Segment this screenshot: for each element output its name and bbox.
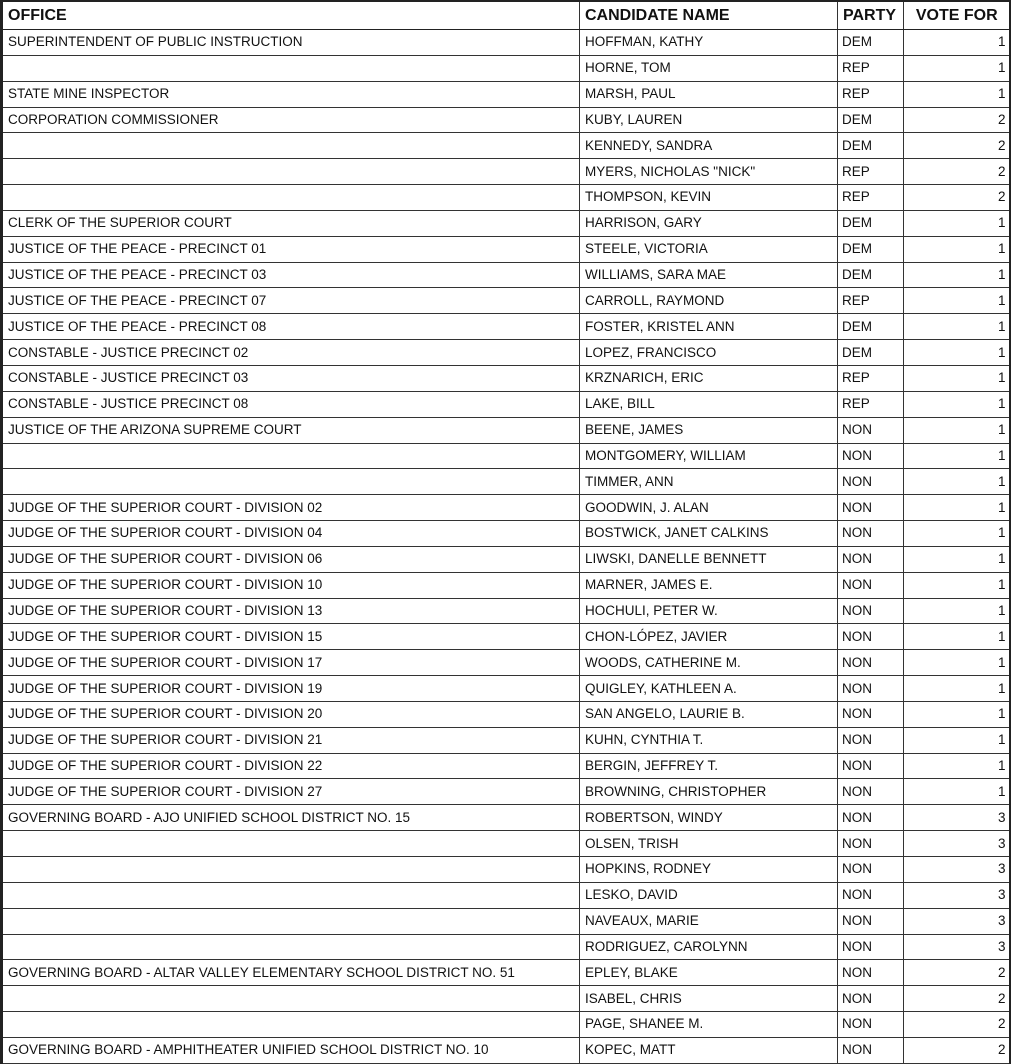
table-row xyxy=(2,391,1010,417)
candidate-name-cell: THOMPSON, KEVIN xyxy=(580,185,838,211)
vote-for-cell: 2 xyxy=(904,960,1010,986)
office-cell: JUSTICE OF THE ARIZONA SUPREME COURT xyxy=(2,417,580,443)
office-cell xyxy=(2,831,580,857)
party-cell: REP xyxy=(838,365,904,391)
table-row xyxy=(2,210,1010,236)
office-cell: CONSTABLE - JUSTICE PRECINCT 02 xyxy=(2,340,580,366)
party-cell: NON xyxy=(838,624,904,650)
office-cell: JUDGE OF THE SUPERIOR COURT - DIVISION 27 xyxy=(2,779,580,805)
candidate-name-cell: NAVEAUX, MARIE xyxy=(580,908,838,934)
candidate-name-cell: HOPKINS, RODNEY xyxy=(580,857,838,883)
office-cell: CONSTABLE - JUSTICE PRECINCT 08 xyxy=(2,391,580,417)
header-office: OFFICE xyxy=(2,1,580,30)
candidate-name-cell: GOODWIN, J. ALAN xyxy=(580,495,838,521)
party-cell: REP xyxy=(838,391,904,417)
vote-for-cell: 1 xyxy=(904,288,1010,314)
vote-for-cell: 1 xyxy=(904,598,1010,624)
vote-for-cell: 2 xyxy=(904,1037,1010,1063)
party-cell: NON xyxy=(838,908,904,934)
table-row xyxy=(2,262,1010,288)
table-row xyxy=(2,1037,1010,1063)
party-cell: NON xyxy=(838,960,904,986)
office-cell xyxy=(2,882,580,908)
candidate-name-cell: MONTGOMERY, WILLIAM xyxy=(580,443,838,469)
vote-for-cell: 3 xyxy=(904,857,1010,883)
office-cell: JUSTICE OF THE PEACE - PRECINCT 08 xyxy=(2,314,580,340)
office-cell xyxy=(2,159,580,185)
office-cell: GOVERNING BOARD - AMPHITHEATER UNIFIED SCHOOL DISTRICT NO. 10 xyxy=(2,1037,580,1063)
table-row xyxy=(2,443,1010,469)
candidate-name-cell: KOPEC, MATT xyxy=(580,1037,838,1063)
vote-for-cell: 2 xyxy=(904,159,1010,185)
office-cell: JUSTICE OF THE PEACE - PRECINCT 07 xyxy=(2,288,580,314)
office-cell: JUDGE OF THE SUPERIOR COURT - DIVISION 19 xyxy=(2,676,580,702)
table-row xyxy=(2,417,1010,443)
party-cell: NON xyxy=(838,521,904,547)
office-cell xyxy=(2,908,580,934)
vote-for-cell: 2 xyxy=(904,185,1010,211)
party-cell: NON xyxy=(838,469,904,495)
party-cell: NON xyxy=(838,882,904,908)
candidate-name-cell: RODRIGUEZ, CAROLYNN xyxy=(580,934,838,960)
table-row xyxy=(2,624,1010,650)
vote-for-cell: 1 xyxy=(904,236,1010,262)
office-cell: STATE MINE INSPECTOR xyxy=(2,81,580,107)
party-cell: NON xyxy=(838,727,904,753)
office-cell: CLERK OF THE SUPERIOR COURT xyxy=(2,210,580,236)
table-row xyxy=(2,986,1010,1012)
office-cell: JUDGE OF THE SUPERIOR COURT - DIVISION 22 xyxy=(2,753,580,779)
table-header xyxy=(2,1,1010,30)
party-cell: NON xyxy=(838,701,904,727)
vote-for-cell: 3 xyxy=(904,831,1010,857)
header-party: PARTY xyxy=(838,1,904,30)
table-row xyxy=(2,960,1010,986)
party-cell: NON xyxy=(838,986,904,1012)
candidate-name-cell: HARRISON, GARY xyxy=(580,210,838,236)
vote-for-cell: 3 xyxy=(904,882,1010,908)
party-cell: NON xyxy=(838,443,904,469)
table-row xyxy=(2,521,1010,547)
candidate-name-cell: KRZNARICH, ERIC xyxy=(580,365,838,391)
party-cell: DEM xyxy=(838,262,904,288)
vote-for-cell: 1 xyxy=(904,650,1010,676)
vote-for-cell: 1 xyxy=(904,469,1010,495)
table-row xyxy=(2,469,1010,495)
candidate-name-cell: MARSH, PAUL xyxy=(580,81,838,107)
party-cell: NON xyxy=(838,676,904,702)
vote-for-cell: 1 xyxy=(904,30,1010,56)
office-cell xyxy=(2,934,580,960)
party-cell: NON xyxy=(838,753,904,779)
table-row xyxy=(2,314,1010,340)
office-cell: JUDGE OF THE SUPERIOR COURT - DIVISION 15 xyxy=(2,624,580,650)
vote-for-cell: 1 xyxy=(904,753,1010,779)
candidate-name-cell: MYERS, NICHOLAS "NICK" xyxy=(580,159,838,185)
party-cell: NON xyxy=(838,598,904,624)
party-cell: NON xyxy=(838,831,904,857)
office-cell: JUDGE OF THE SUPERIOR COURT - DIVISION 21 xyxy=(2,727,580,753)
vote-for-cell: 3 xyxy=(904,805,1010,831)
office-cell xyxy=(2,443,580,469)
candidate-name-cell: FOSTER, KRISTEL ANN xyxy=(580,314,838,340)
candidate-name-cell: HORNE, TOM xyxy=(580,55,838,81)
office-cell: JUDGE OF THE SUPERIOR COURT - DIVISION 10 xyxy=(2,572,580,598)
office-cell xyxy=(2,986,580,1012)
party-cell: REP xyxy=(838,55,904,81)
vote-for-cell: 2 xyxy=(904,986,1010,1012)
table-body xyxy=(2,30,1010,1064)
candidate-name-cell: MARNER, JAMES E. xyxy=(580,572,838,598)
office-cell: JUSTICE OF THE PEACE - PRECINCT 03 xyxy=(2,262,580,288)
office-cell: JUDGE OF THE SUPERIOR COURT - DIVISION 13 xyxy=(2,598,580,624)
table-row xyxy=(2,288,1010,314)
party-cell: NON xyxy=(838,650,904,676)
candidate-name-cell: BEENE, JAMES xyxy=(580,417,838,443)
party-cell: DEM xyxy=(838,236,904,262)
party-cell: NON xyxy=(838,1037,904,1063)
vote-for-cell: 1 xyxy=(904,340,1010,366)
vote-for-cell: 1 xyxy=(904,701,1010,727)
office-cell: JUDGE OF THE SUPERIOR COURT - DIVISION 17 xyxy=(2,650,580,676)
table-row xyxy=(2,701,1010,727)
party-cell: NON xyxy=(838,572,904,598)
table-row xyxy=(2,340,1010,366)
vote-for-cell: 1 xyxy=(904,55,1010,81)
vote-for-cell: 1 xyxy=(904,572,1010,598)
vote-for-cell: 2 xyxy=(904,107,1010,133)
vote-for-cell: 1 xyxy=(904,521,1010,547)
table-row xyxy=(2,495,1010,521)
vote-for-cell: 3 xyxy=(904,908,1010,934)
vote-for-cell: 1 xyxy=(904,443,1010,469)
party-cell: DEM xyxy=(838,210,904,236)
table-row xyxy=(2,81,1010,107)
table-row xyxy=(2,55,1010,81)
candidate-name-cell: CHON-LÓPEZ, JAVIER xyxy=(580,624,838,650)
candidate-name-cell: PAGE, SHANEE M. xyxy=(580,1012,838,1038)
vote-for-cell: 2 xyxy=(904,1012,1010,1038)
vote-for-cell: 1 xyxy=(904,727,1010,753)
candidate-name-cell: LIWSKI, DANELLE BENNETT xyxy=(580,546,838,572)
party-cell: NON xyxy=(838,1012,904,1038)
candidate-name-cell: LOPEZ, FRANCISCO xyxy=(580,340,838,366)
vote-for-cell: 1 xyxy=(904,417,1010,443)
header-vote-for: VOTE FOR xyxy=(904,1,1010,30)
candidate-name-cell: EPLEY, BLAKE xyxy=(580,960,838,986)
party-cell: REP xyxy=(838,185,904,211)
vote-for-cell: 1 xyxy=(904,391,1010,417)
table-row xyxy=(2,857,1010,883)
vote-for-cell: 1 xyxy=(904,365,1010,391)
office-cell: JUDGE OF THE SUPERIOR COURT - DIVISION 04 xyxy=(2,521,580,547)
table-row xyxy=(2,572,1010,598)
candidate-name-cell: LAKE, BILL xyxy=(580,391,838,417)
candidate-name-cell: KUHN, CYNTHIA T. xyxy=(580,727,838,753)
party-cell: NON xyxy=(838,857,904,883)
table-row xyxy=(2,598,1010,624)
party-cell: REP xyxy=(838,81,904,107)
table-row xyxy=(2,805,1010,831)
table-row xyxy=(2,727,1010,753)
candidate-name-cell: SAN ANGELO, LAURIE B. xyxy=(580,701,838,727)
vote-for-cell: 1 xyxy=(904,210,1010,236)
table-row xyxy=(2,1012,1010,1038)
table-row xyxy=(2,650,1010,676)
table-row xyxy=(2,908,1010,934)
candidate-name-cell: OLSEN, TRISH xyxy=(580,831,838,857)
table-row xyxy=(2,882,1010,908)
office-cell: CONSTABLE - JUSTICE PRECINCT 03 xyxy=(2,365,580,391)
office-cell: JUDGE OF THE SUPERIOR COURT - DIVISION 02 xyxy=(2,495,580,521)
table-row xyxy=(2,934,1010,960)
candidate-name-cell: ROBERTSON, WINDY xyxy=(580,805,838,831)
table-row xyxy=(2,159,1010,185)
vote-for-cell: 1 xyxy=(904,495,1010,521)
office-cell xyxy=(2,55,580,81)
office-cell: JUSTICE OF THE PEACE - PRECINCT 01 xyxy=(2,236,580,262)
office-cell xyxy=(2,469,580,495)
office-cell: GOVERNING BOARD - ALTAR VALLEY ELEMENTARY SCHOOL DISTRICT NO. 51 xyxy=(2,960,580,986)
table-row xyxy=(2,753,1010,779)
table-row xyxy=(2,365,1010,391)
candidate-name-cell: STEELE, VICTORIA xyxy=(580,236,838,262)
table-row xyxy=(2,236,1010,262)
candidate-name-cell: HOCHULI, PETER W. xyxy=(580,598,838,624)
party-cell: NON xyxy=(838,546,904,572)
header-row xyxy=(2,1,1010,30)
party-cell: DEM xyxy=(838,340,904,366)
office-cell: CORPORATION COMMISSIONER xyxy=(2,107,580,133)
table-row xyxy=(2,676,1010,702)
table-row xyxy=(2,133,1010,159)
candidate-name-cell: CARROLL, RAYMOND xyxy=(580,288,838,314)
office-cell xyxy=(2,185,580,211)
table-row xyxy=(2,831,1010,857)
candidate-name-cell: KENNEDY, SANDRA xyxy=(580,133,838,159)
table-row xyxy=(2,30,1010,56)
party-cell: NON xyxy=(838,805,904,831)
office-cell: JUDGE OF THE SUPERIOR COURT - DIVISION 20 xyxy=(2,701,580,727)
party-cell: DEM xyxy=(838,30,904,56)
candidate-name-cell: BOSTWICK, JANET CALKINS xyxy=(580,521,838,547)
party-cell: NON xyxy=(838,934,904,960)
vote-for-cell: 3 xyxy=(904,934,1010,960)
vote-for-cell: 1 xyxy=(904,314,1010,340)
vote-for-cell: 1 xyxy=(904,546,1010,572)
candidate-name-cell: WOODS, CATHERINE M. xyxy=(580,650,838,676)
table-row xyxy=(2,546,1010,572)
vote-for-cell: 1 xyxy=(904,81,1010,107)
vote-for-cell: 1 xyxy=(904,676,1010,702)
office-cell: GOVERNING BOARD - AJO UNIFIED SCHOOL DISTRICT NO. 15 xyxy=(2,805,580,831)
candidate-name-cell: QUIGLEY, KATHLEEN A. xyxy=(580,676,838,702)
table-row xyxy=(2,107,1010,133)
candidate-name-cell: LESKO, DAVID xyxy=(580,882,838,908)
office-cell: SUPERINTENDENT OF PUBLIC INSTRUCTION xyxy=(2,30,580,56)
table-row xyxy=(2,779,1010,805)
candidate-name-cell: BERGIN, JEFFREY T. xyxy=(580,753,838,779)
office-cell xyxy=(2,857,580,883)
party-cell: NON xyxy=(838,779,904,805)
vote-for-cell: 2 xyxy=(904,133,1010,159)
table-row xyxy=(2,185,1010,211)
candidate-name-cell: WILLIAMS, SARA MAE xyxy=(580,262,838,288)
party-cell: NON xyxy=(838,495,904,521)
party-cell: DEM xyxy=(838,107,904,133)
candidate-name-cell: ISABEL, CHRIS xyxy=(580,986,838,1012)
party-cell: NON xyxy=(838,417,904,443)
party-cell: DEM xyxy=(838,314,904,340)
party-cell: DEM xyxy=(838,133,904,159)
office-cell xyxy=(2,1012,580,1038)
party-cell: REP xyxy=(838,288,904,314)
vote-for-cell: 1 xyxy=(904,624,1010,650)
office-cell: JUDGE OF THE SUPERIOR COURT - DIVISION 06 xyxy=(2,546,580,572)
candidate-name-cell: BROWNING, CHRISTOPHER xyxy=(580,779,838,805)
candidate-name-cell: HOFFMAN, KATHY xyxy=(580,30,838,56)
party-cell: REP xyxy=(838,159,904,185)
vote-for-cell: 1 xyxy=(904,262,1010,288)
office-cell xyxy=(2,133,580,159)
candidate-name-cell: TIMMER, ANN xyxy=(580,469,838,495)
vote-for-cell: 1 xyxy=(904,779,1010,805)
header-candidate-name: CANDIDATE NAME xyxy=(580,1,838,30)
candidate-name-cell: KUBY, LAUREN xyxy=(580,107,838,133)
